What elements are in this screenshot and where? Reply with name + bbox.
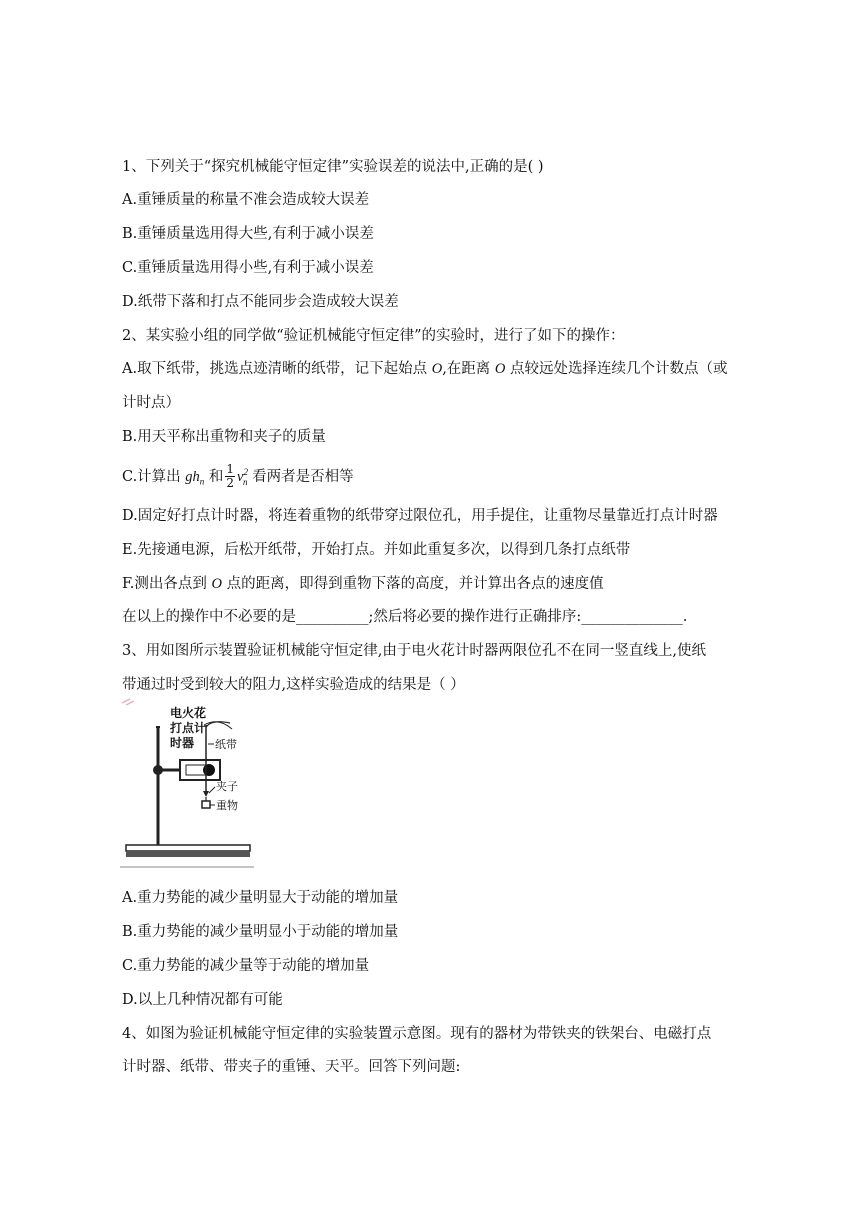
q4-stem-line1: 4、如图为验证机械能守恒定律的实验装置示意图。现有的器材为带铁夹的铁架台、电磁打点 bbox=[122, 1026, 712, 1042]
label-paper-tape: 纸带 bbox=[215, 738, 237, 751]
q3-stem-line2: 带通过时受到较大的阻力,这样实验造成的结果是（ ） bbox=[122, 677, 465, 693]
q2-step-e: E.先接通电源，后松开纸带，开始打点。并如此重复多次，以得到几条打点纸带 bbox=[122, 542, 631, 558]
q2-step-a-line2: 计时点） bbox=[122, 395, 180, 411]
q2-stem: 2、某实验小组的同学做“验证机械能守恒定律”的实验时，进行了如下的操作： bbox=[122, 328, 625, 344]
q2-step-b: B.用天平称出重物和夹子的质量 bbox=[122, 429, 326, 445]
label-spark-timer-1: 电火花 bbox=[170, 706, 207, 720]
q2-answer-line: 在以上的操作中不必要的是__________;然后将必要的操作进行正确排序:______________. bbox=[122, 609, 688, 625]
q1-option-a: A.重锤质量的称量不准会造成较大误差 bbox=[122, 192, 370, 208]
q1-stem: 1、下列关于“探究机械能守恒定律”实验误差的说法中,正确的是( ) bbox=[122, 159, 544, 175]
label-spark-timer-3: 时器 bbox=[170, 736, 195, 750]
label-clip: 夹子 bbox=[216, 780, 238, 793]
q1-option-c: C.重锤质量选用得小些,有利于减小误差 bbox=[122, 260, 374, 276]
q2-step-c: C.计算出 $gh_n$ 和 $\frac{1}{2}$ $v^2_n$ 看两者是否相等 bbox=[122, 462, 354, 491]
q3-stem-line1: 3、用如图所示装置验证机械能守恒定律,由于电火花计时器两限位孔不在同一竖直线上,使纸 bbox=[122, 643, 706, 659]
q3-option-c: C.重力势能的减少量等于动能的增加量 bbox=[122, 958, 370, 974]
q3-option-a: A.重力势能的减少量明显大于动能的增加量 bbox=[122, 890, 399, 906]
apparatus-figure bbox=[120, 697, 254, 875]
q4-stem-line2: 计时器、纸带、带夹子的重锤、天平。回答下列问题: bbox=[122, 1059, 461, 1075]
q3-option-d: D.以上几种情况都有可能 bbox=[122, 992, 283, 1008]
spark-timer-apparatus-diagram bbox=[120, 697, 254, 875]
q3-option-b: B.重力势能的减少量明显小于动能的增加量 bbox=[122, 924, 399, 940]
q1-option-b: B.重锤质量选用得大些,有利于减小误差 bbox=[122, 226, 374, 242]
label-spark-timer-2: 打点计 bbox=[170, 721, 207, 735]
q2-step-d: D.固定好打点计时器，将连着重物的纸带穿过限位孔，用手提住，让重物尽量靠近打点计时器 bbox=[122, 508, 718, 524]
q2-step-f: F.测出各点到 O 点的距离，即得到重物下落的高度，并计算出各点的速度值 bbox=[122, 576, 604, 592]
q2-step-a-line1: A.取下纸带，挑选点迹清晰的纸带，记下起始点 O,在距离 O 点较远处选择连续几个计数点（或 bbox=[122, 361, 728, 377]
q1-option-d: D.纸带下落和打点不能同步会造成较大误差 bbox=[122, 294, 399, 310]
one-half-fraction: $\frac{1}{2}$ bbox=[226, 462, 235, 491]
label-weight: 重物 bbox=[216, 799, 238, 812]
